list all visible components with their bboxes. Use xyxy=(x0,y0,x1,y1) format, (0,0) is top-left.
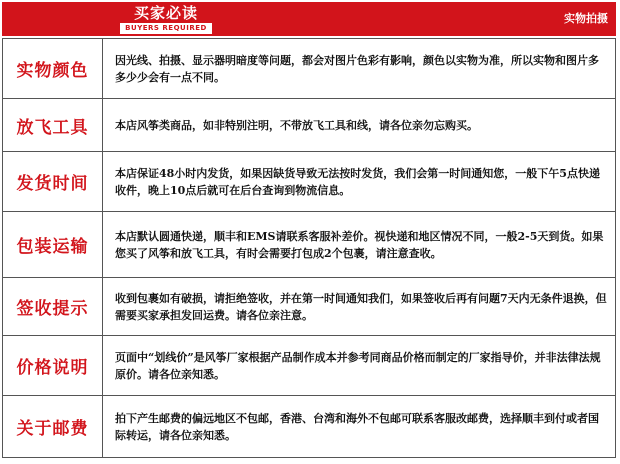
row-label: 放飞工具 xyxy=(3,99,103,151)
row-label: 价格说明 xyxy=(3,336,103,395)
header-right-label: 实物拍摄 xyxy=(564,12,608,25)
notice-row-postage xyxy=(3,396,615,457)
row-label: 关于邮费 xyxy=(3,396,103,457)
row-label: 签收提示 xyxy=(3,278,103,335)
notice-table xyxy=(2,38,616,458)
row-label: 实物颜色 xyxy=(3,39,103,98)
row-text: 拍下产生邮费的偏远地区不包邮，香港、台湾和海外不包邮可联系客服改邮费，选择顺丰到付或者国际转运，请各位亲知悉。 xyxy=(115,411,599,442)
row-text: 本店默认圆通快递，顺丰和EMS请联系客服补差价。视快递和地区情况不同，一般2-5天到货。如果您买了风筝和放飞工具，有时会需要打包成2个包裹，请注意查收。 xyxy=(115,229,604,260)
header-title: 买家必读 xyxy=(133,4,198,22)
row-text: 因光线、拍摄、显示器明暗度等问题，都会对图片色彩有影响，颜色以实物为准，所以实物和图片多多少少会有一点不同。 xyxy=(115,53,599,84)
row-text: 本店风筝类商品，如非特别注明，不带放飞工具和线，请各位亲勿忘购买。 xyxy=(115,118,478,132)
header-banner xyxy=(2,2,616,36)
notice-row-color xyxy=(3,39,615,99)
row-label: 发货时间 xyxy=(3,152,103,211)
row-text: 页面中“划线价”是风筝厂家根据产品制作成本并参考同商品价格而制定的厂家指导价，并非法律法规原价。请各位亲知悉。 xyxy=(115,350,601,381)
header-subtitle: BUYERS REQUIRED xyxy=(120,23,212,34)
row-text: 收到包裹如有破损，请拒绝签收，并在第一时间通知我们，如果签收后再有问题7天内无条件退换，但需要买家承担发回运费。请各位亲注意。 xyxy=(115,291,607,322)
notice-row-packaging xyxy=(3,212,615,278)
row-text: 本店保证48小时内发货，如果因缺货导致无法按时发货，我们会第一时间通知您，一般下午5点快递收件，晚上10点后就可在后台查询到物流信息。 xyxy=(115,166,600,197)
notice-row-price xyxy=(3,336,615,396)
row-label: 包装运输 xyxy=(3,212,103,277)
notice-row-receipt xyxy=(3,278,615,336)
notice-row-tools xyxy=(3,99,615,152)
notice-row-shipping-time xyxy=(3,152,615,212)
